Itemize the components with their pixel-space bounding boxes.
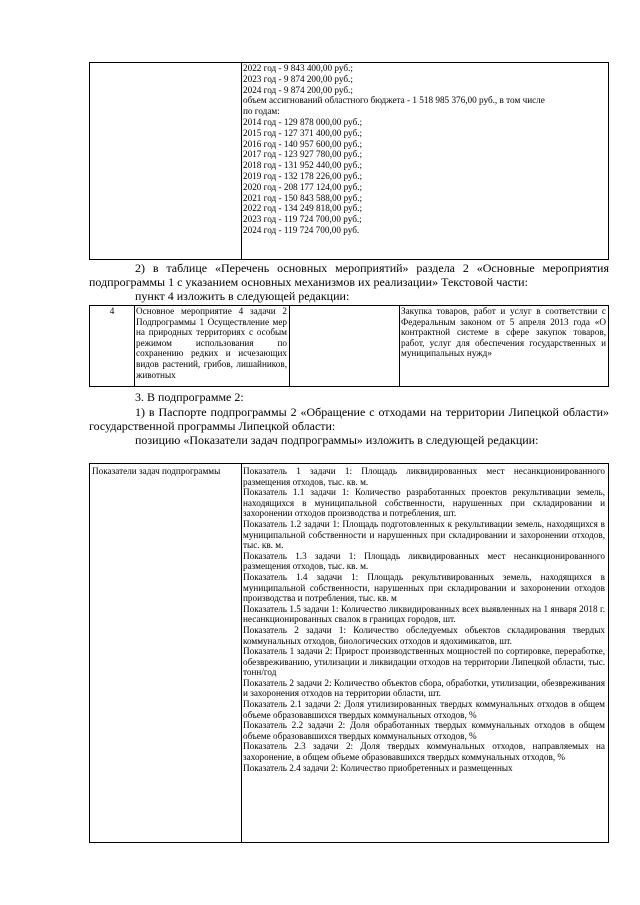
indicator-item: Показатель 1.1 задачи 1: Количество разработанных проектов рекультивации земель, находящихся в муниципальной собственности, нарушенных при складировании и захоронении отходов производства и потребления, шт. — [243, 487, 605, 519]
activity-empty-cell — [290, 306, 400, 386]
indicator-item: Показатель 2.4 задачи 2: Количество приобретенных и размещенных — [243, 762, 513, 773]
indicator-item: Показатель 1.2 задачи 1: Площадь подготовленных к рекультивации земель, находящихся в муниципальной собственности и нарушенных при складировании и захоронении отходов, тыс. кв. м. — [243, 518, 605, 551]
indicator-item: Показатель 1.3 задачи 1: Площадь ликвидированных мест несанкционированного размещения отходов, тыс. кв. м. — [243, 550, 605, 572]
paragraph-3: 3. В подпрограмме 2: — [135, 390, 244, 404]
indicator-item: Показатель 2.1 задачи 2: Доля утилизированных твердых коммунальных отходов в общем объеме образовавшихся твердых коммунальных отходов, % — [243, 699, 605, 720]
activities-table — [89, 305, 609, 387]
paragraph-item4: пункт 4 изложить в следующей редакции: — [135, 289, 350, 303]
indicator-item: Показатель 1.5 задачи 1: Количество ликвидированных всех выявленных на 1 января 2018 г. несанкционированных свалок в границах городов, шт. — [243, 603, 605, 625]
indicator-item: Показатель 1.4 задачи 1: Площадь рекультивированных земель, находящихся в муниципальной собственности, нарушенных при складировании и захоронении отходов производства и потребления, тыс. кв. м — [243, 571, 605, 604]
financing-line: по годам: — [243, 106, 280, 117]
activity-mechanism: Закупка товаров, работ и услуг в соответствии с Федеральным законом от 5 апреля 2013 года «О контрактной системе в сфере закупок товаров, работ, услуг для обеспечения государственных и муниципальных нужд» — [401, 306, 606, 359]
paragraph-2: 2) в таблице «Перечень основных мероприятий» раздела 2 «Основные мероприятия подпрограммы 1 с указанием основных механизмов их реализации» Текстовой части: — [89, 261, 609, 289]
indicator-item: Показатель 1 задачи 2: Прирост производственных мощностей по сортировке, переработке, обезвреживанию, утилизации и ликвидации отходов на территории Липецкой области, тыс. тонн/год — [243, 646, 605, 678]
table-divider — [241, 63, 242, 259]
indicator-item: Показатель 2.2 задачи 2: Доля обработанных твердых коммунальных отходов в общем объеме образовавшихся твердых коммунальных отходов, % — [243, 720, 605, 741]
financing-line: 2023 год - 119 724 700,00 руб.; — [243, 214, 362, 225]
financing-line: 2022 год - 9 843 400,00 руб.; — [243, 63, 353, 73]
financing-cell — [243, 63, 605, 236]
financing-line: 2018 год - 131 952 440,00 руб.; — [243, 160, 363, 171]
financing-line: 2015 год - 127 371 400,00 руб.; — [243, 127, 363, 138]
financing-line: объем ассигнований областного бюджета - 1 518 985 376,00 руб., в том числе — [243, 95, 545, 106]
financing-line: 2017 год - 123 927 780,00 руб.; — [243, 149, 363, 160]
financing-line: 2014 год - 129 878 000,00 руб.; — [243, 116, 363, 127]
financing-line: 2016 год - 140 957 600,00 руб.; — [243, 138, 363, 149]
indicator-item: Показатель 2 задачи 2: Количество объектов сбора, обработки, утилизации, обезвреживания и захоронения отходов на территории области, шт. — [243, 677, 605, 699]
indicator-item: Показатель 1 задачи 1: Площадь ликвидированных мест несанкционированного размещения отходов, тыс. кв. м. — [243, 466, 605, 487]
activity-number: 4 — [90, 306, 135, 386]
financing-line: 2021 год - 150 843 588,00 руб.; — [243, 192, 363, 203]
financing-line: 2019 год - 132 178 226,00 руб.; — [243, 170, 363, 181]
financing-line: 2022 год - 134 249 818,00 руб.; — [243, 203, 363, 214]
financing-line: 2024 год - 119 724 700,00 руб. — [243, 224, 360, 235]
paragraph-3-1: 1) в Паспорте подпрограммы 2 «Обращение с отходами на территории Липецкой области» государственной программы Липецкой области: — [89, 405, 609, 433]
indicator-item: Показатель 2 задачи 1: Количество обследуемых объектов складирования твердых коммунальных отходов, биологических отходов и ядохимикатов, шт. — [243, 624, 605, 646]
financing-line: 2023 год - 9 874 200,00 руб.; — [243, 73, 353, 84]
financing-table — [89, 62, 609, 260]
indicators-cell — [243, 466, 605, 773]
indicators-label: Показатели задач подпрограммы — [92, 466, 221, 476]
table-divider — [241, 464, 242, 842]
financing-line: 2024 год - 9 874 200,00 руб.; — [243, 84, 353, 95]
paragraph-position: позицию «Показатели задач подпрограммы» изложить в следующей редакции: — [135, 433, 539, 447]
indicator-item: Показатель 2.3 задачи 2: Доля твердых коммунальных отходов, направляемых на захоронение, в общем объеме образовавшихся твердых коммунальных отходов, % — [243, 741, 605, 763]
financing-line: 2020 год - 208 177 124,00 руб.; — [243, 181, 363, 192]
activity-description: Основное мероприятие 4 задачи 2 Подпрограммы 1 Осуществление мер на природных территориях с особым режимом использования по сохранению редких и исчезающих видов растений, грибов, лишайников, животных — [134, 306, 290, 386]
indicators-table — [89, 463, 609, 843]
